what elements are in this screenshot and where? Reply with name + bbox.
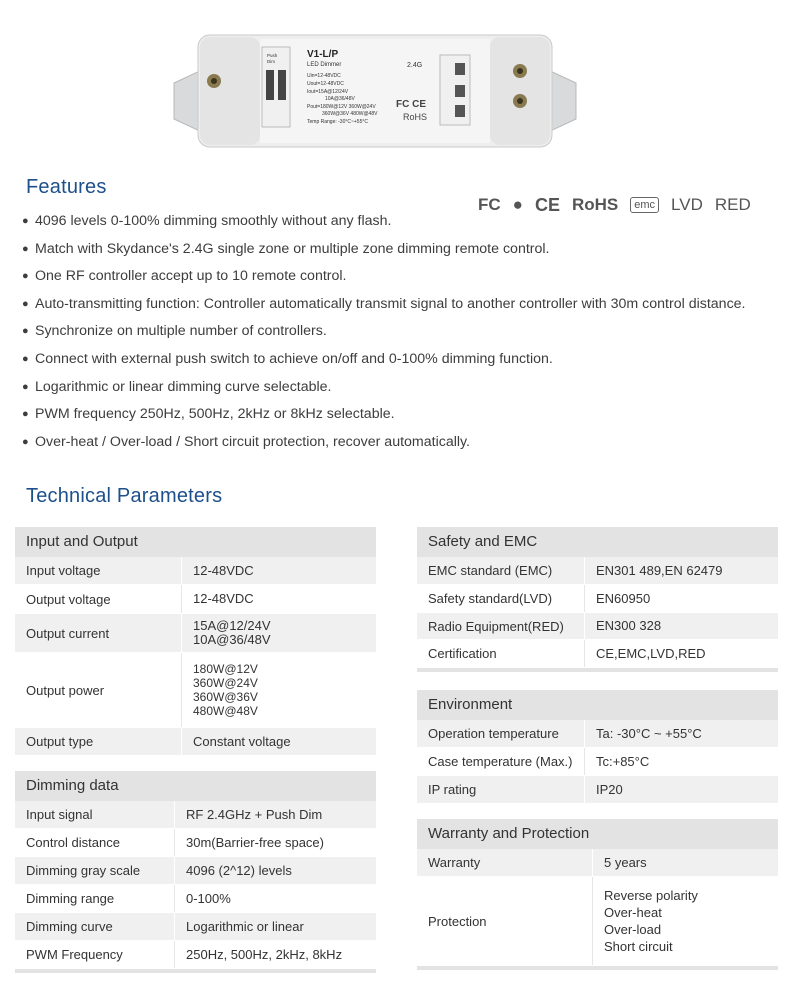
row-value: Logarithmic or linear (186, 918, 304, 934)
row-label: Operation temperature (417, 720, 585, 747)
list-item: ● Match with Skydance's 2.4G single zone or multiple zone dimming remote control. (22, 236, 782, 264)
product-image (170, 25, 580, 155)
row-value: Constant voltage (193, 733, 291, 749)
features-title: Features (26, 176, 107, 198)
environment-table (417, 690, 778, 804)
row-label: Warranty (417, 849, 593, 876)
product-spec: Temp Range: -30°C~+55°C (307, 119, 368, 125)
row-value: Tc:+85°C (596, 753, 650, 769)
row-label: PWM Frequency (15, 941, 175, 968)
row-label: Output type (15, 728, 182, 755)
bullet-icon: ● (22, 215, 29, 227)
row-label: Dimming range (15, 885, 175, 912)
row-label: Output voltage (15, 585, 182, 613)
table-header: Safety and EMC (417, 527, 778, 557)
red-logo: RED (714, 195, 751, 214)
row-value: 250Hz, 500Hz, 2kHz, 8kHz (186, 946, 343, 962)
product-model: V1-L/P (307, 49, 339, 60)
row-label: Certification (417, 640, 585, 667)
list-item: ● PWM frequency 250Hz, 500Hz, 2kHz or 8kHz selectable. (22, 401, 782, 429)
row-label: Case temperature (Max.) (417, 748, 585, 775)
row-value: EN301 489,EN 62479 (596, 562, 723, 578)
table-footer-bar (15, 969, 376, 973)
list-item: ● Logarithmic or linear dimming curve selectable. (22, 374, 782, 402)
table-header: Dimming data (15, 771, 376, 801)
bullet-icon: ● (22, 352, 29, 365)
list-item: ● Over-heat / Over-load / Short circuit protection, recover automatically. (22, 429, 782, 457)
row-label: Output current (15, 614, 182, 652)
product-spec: 360W@36V 480W@48V (322, 111, 378, 117)
list-item: ● Auto-transmitting function: Controller automatically transmit signal to another controller with 30m control distance. (22, 291, 782, 319)
product-rohs: RoHS (403, 112, 428, 122)
product-spec: Iout=15A@12/24V (307, 89, 349, 95)
row-value: EN60950 (596, 590, 651, 606)
table-row (417, 613, 778, 640)
bullet-icon: ● (22, 380, 29, 393)
table-row (15, 653, 376, 728)
row-value: 0-100% (186, 890, 231, 906)
table-row (15, 585, 376, 614)
table-row (417, 776, 778, 804)
technical-parameters-title: Technical Parameters (26, 485, 223, 507)
product-spec: Pout=180W@12V 360W@24V (307, 104, 376, 110)
product-spec: Uout=12-48VDC (307, 81, 344, 87)
row-value: 12-48VDC (193, 562, 254, 578)
row-label: Protection (417, 877, 593, 965)
dimming-data-table (15, 771, 376, 973)
product-band: 2.4G (407, 62, 423, 69)
table-row (417, 877, 778, 966)
product-fcc-ce: FC CE (396, 99, 426, 110)
row-label: Input voltage (15, 557, 182, 584)
table-row (417, 557, 778, 585)
row-value: 4096 (2^12) levels (186, 862, 292, 878)
list-item: ● Connect with external push switch to achieve on/off and 0-100% dimming function. (22, 346, 782, 374)
table-row (417, 748, 778, 776)
bullet-icon: ● (22, 435, 29, 448)
row-value: CE,EMC,LVD,RED (596, 645, 706, 661)
row-value: 180W@12V 360W@24V 360W@36V 480W@48V (193, 662, 258, 718)
row-value: Reverse polarity Over-heat Over-load Short circuit (604, 888, 698, 954)
table-row (15, 728, 376, 756)
product-push-label: Push (267, 53, 278, 58)
list-item: ● One RF controller accept up to 10 remote control. (22, 263, 782, 291)
table-row (15, 913, 376, 941)
bullet-icon: ● (22, 325, 29, 338)
lvd-logo: LVD (671, 195, 703, 214)
bullet-icon: ● (22, 270, 29, 283)
features-list (22, 208, 782, 456)
row-value: 5 years (604, 854, 647, 870)
table-row (417, 640, 778, 668)
row-value: 15A@12/24V 10A@36/48V (193, 618, 271, 647)
product-spec: Uin=12-48VDC (307, 73, 341, 79)
row-label: Output power (15, 653, 182, 727)
product-spec: 10A@36/48V (325, 96, 355, 102)
table-row (15, 614, 376, 653)
emc-logo: emc (630, 197, 659, 213)
row-label: Control distance (15, 829, 175, 856)
fcc-logo: FC (478, 195, 501, 214)
row-label: Dimming curve (15, 913, 175, 940)
table-footer-bar (417, 966, 778, 970)
input-output-table (15, 527, 376, 756)
table-row (417, 585, 778, 613)
row-value: 12-48VDC (193, 591, 254, 606)
list-item: ● Synchronize on multiple number of controllers. (22, 318, 782, 346)
ce-logo: CE (534, 194, 560, 215)
table-header: Input and Output (15, 527, 376, 557)
ul-logo: ● (512, 195, 523, 214)
table-row (15, 557, 376, 585)
row-value: EN300 328 (596, 618, 662, 633)
rohs-logo: RoHS (571, 195, 619, 214)
row-label: IP rating (417, 776, 585, 803)
table-row (15, 829, 376, 857)
row-label: Dimming gray scale (15, 857, 175, 884)
bullet-icon: ● (22, 242, 29, 255)
table-footer-bar (417, 668, 778, 672)
row-value: Ta: -30°C ~ +55°C (596, 725, 702, 741)
product-dim-label: Dim (267, 59, 275, 64)
row-label: Radio Equipment(RED) (417, 613, 585, 639)
product-type: LED Dimmer (307, 62, 342, 68)
table-header: Environment (417, 690, 778, 720)
row-value: RF 2.4GHz + Push Dim (186, 806, 323, 822)
table-row (417, 849, 778, 877)
list-item: ● 4096 levels 0-100% dimming smoothly without any flash. (22, 208, 782, 236)
table-row (417, 720, 778, 748)
table-header: Warranty and Protection (417, 819, 778, 849)
warranty-protection-table (417, 819, 778, 970)
row-label: Safety standard(LVD) (417, 585, 585, 612)
bullet-icon: ● (22, 297, 29, 310)
bullet-icon: ● (22, 408, 29, 421)
table-row (15, 801, 376, 829)
table-row (15, 885, 376, 913)
table-row (15, 941, 376, 969)
table-row (15, 857, 376, 885)
row-value: 30m(Barrier-free space) (186, 834, 324, 850)
safety-emc-table (417, 527, 778, 672)
row-label: EMC standard (EMC) (417, 557, 585, 584)
row-label: Input signal (15, 801, 175, 828)
row-value: IP20 (596, 781, 623, 797)
